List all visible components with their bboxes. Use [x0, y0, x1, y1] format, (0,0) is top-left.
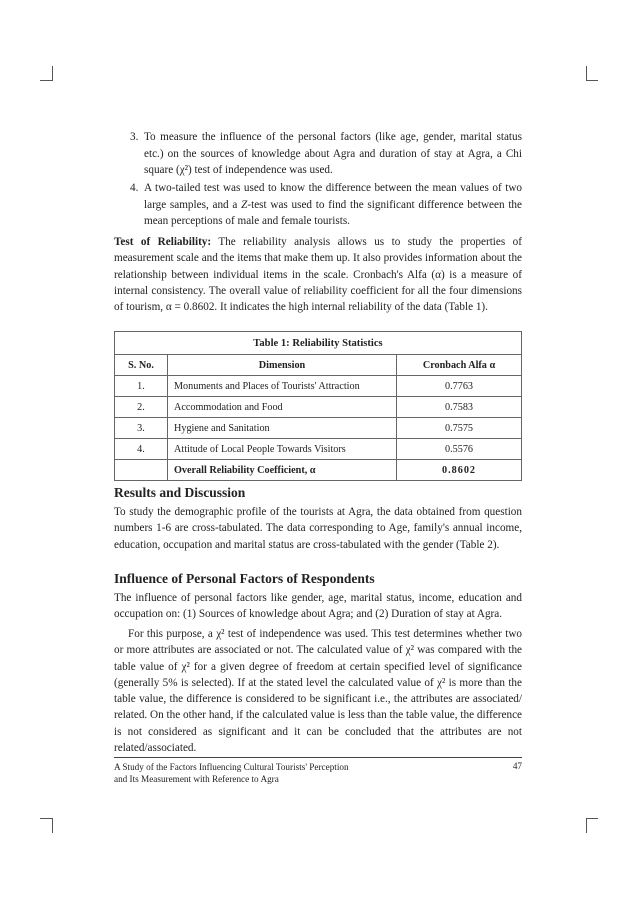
header-sno: S. No. [115, 355, 168, 376]
table-cell: 2. [115, 397, 168, 418]
results-heading: Results and Discussion [114, 485, 246, 500]
table-cell: Attitude of Local People Towards Visitors [168, 439, 397, 460]
footer-line-2: and Its Measurement with Reference to Agra [114, 774, 279, 784]
table-cell: 1. [115, 376, 168, 397]
influence-paragraph-1: The influence of personal factors like gender, age, marital status, income, education and occupation on: (1) Sources of knowledge about Agra; and (2) Duration of stay at Agra. [114, 592, 522, 621]
influence-heading: Influence of Personal Factors of Respondents [114, 571, 375, 586]
footer-text [114, 761, 349, 785]
table-cell: 3. [115, 418, 168, 439]
crop-mark-top-left-h [40, 80, 52, 81]
table-cell: 0.7583 [397, 397, 522, 418]
crop-mark-top-right-h [586, 80, 598, 81]
table-header-row [115, 355, 522, 376]
overall-value: 0.8602 [397, 460, 522, 481]
results-paragraph: To study the demographic profile of the tourists at Agra, the data obtained from question numbers 1-6 are cross-tabulated. The data corresponding to Age, family's annual income, education, occupation and marital status are cross-tabulated with the gender (Table 2). [114, 506, 522, 551]
list-text: A two-tailed test was used to know the difference between the mean values of two large samples, and a Z-test was used to find the significant difference between the mean perceptions of male and female tourists. [144, 182, 522, 227]
crop-mark-bottom-right-h [586, 818, 598, 819]
list-item-3 [130, 129, 522, 179]
reliability-text: The reliability analysis allows us to study the properties of measurement scale and the items that make them up. It also provides information about the relationship between individual items in the scale. Cronbach's Alfa (α) is a measure of internal consistency. The overall value of reliability coefficient for all the four dimensions of tourism, α = 0.8602. It indicates the high internal reliability of the data (Table 1). [114, 236, 522, 314]
table-cell: 0.7763 [397, 376, 522, 397]
table-cell: Hygiene and Sanitation [168, 418, 397, 439]
table-cell: 4. [115, 439, 168, 460]
influence-paragraph-2: For this purpose, a χ² test of independence was used. This test determines whether two or more attributes are associated or not. The calculated value of χ² was compared with the table value of χ² for a given degree of freedom at certain specified level of significance (generally 5% is selected). If at the stated level the calculated value of χ² is more than the table value, the difference is considered to be significant i.e., the attributes are associated/ related. On the other hand, if the calculated value is less than the table value, the difference is not considered as significant and it can be concluded that the attributes are not related/associated. [114, 628, 522, 755]
crop-mark-bottom-left-h [40, 818, 52, 819]
table-overall-row [115, 460, 522, 481]
table-cell: Monuments and Places of Tourists' Attraction [168, 376, 397, 397]
reliability-paragraph [114, 234, 522, 315]
list-item-4 [130, 180, 522, 230]
footer-line-1: A Study of the Factors Influencing Cultural Tourists' Perception [114, 762, 349, 772]
table-caption: Table 1: Reliability Statistics [115, 332, 522, 355]
overall-label: Overall Reliability Coefficient, α [168, 460, 397, 481]
crop-mark-top-right-v [586, 66, 587, 81]
crop-mark-bottom-left-v [52, 818, 53, 833]
list-text: To measure the influence of the personal factors (like age, gender, marital status etc.) on the sources of knowledge about Agra and duration of stay at Agra, a Chi square (χ²) test of independence was used. [144, 131, 522, 176]
header-alfa: Cronbach Alfa α [397, 355, 522, 376]
table-cell: Accommodation and Food [168, 397, 397, 418]
table-cell: 0.5576 [397, 439, 522, 460]
page-number: 47 [512, 761, 522, 771]
list-number: 4. [130, 182, 139, 194]
table-row [115, 418, 522, 439]
footer-rule [114, 757, 522, 758]
header-dimension: Dimension [168, 355, 397, 376]
table-cell: 0.7575 [397, 418, 522, 439]
reliability-label: Test of Reliability: [114, 236, 212, 248]
table-row [115, 439, 522, 460]
table-row [115, 397, 522, 418]
list-number: 3. [130, 131, 139, 143]
crop-mark-top-left-v [52, 66, 53, 81]
crop-mark-bottom-right-v [586, 818, 587, 833]
reliability-table [114, 331, 522, 481]
table-row [115, 376, 522, 397]
table-cell [115, 460, 168, 481]
